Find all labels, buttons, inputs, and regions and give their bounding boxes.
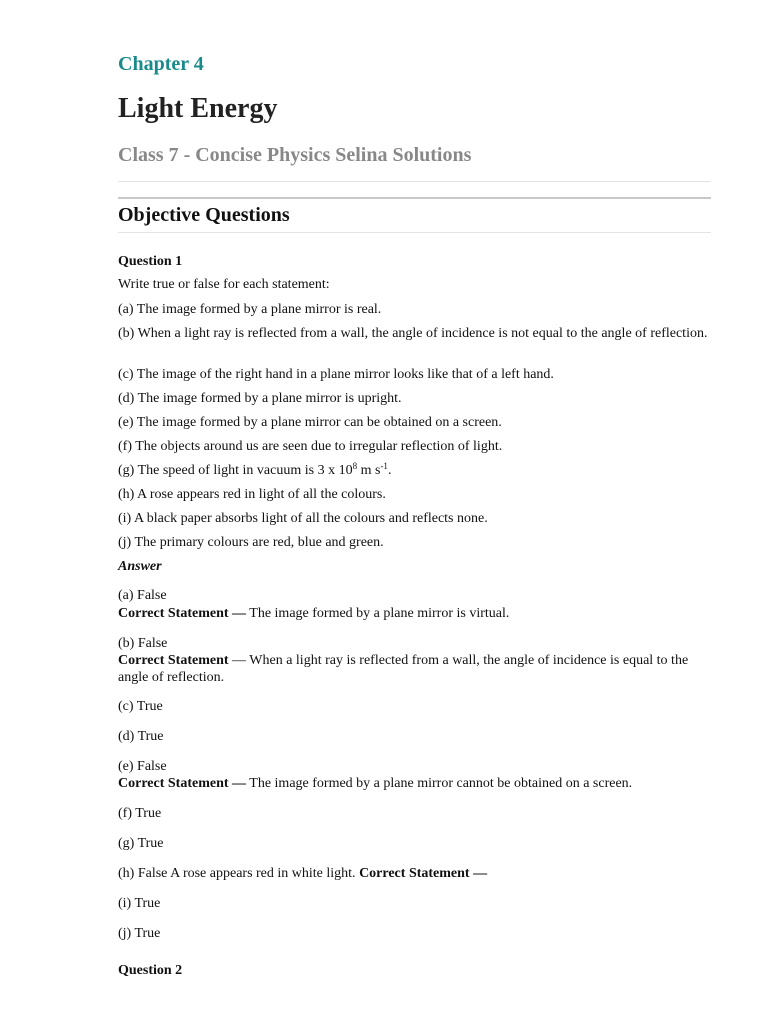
question-item: (a) The image formed by a plane mirror is real. [118, 302, 382, 317]
superscript: 8 [352, 461, 358, 471]
question-item: (c) The image of the right hand in a plane mirror looks like that of a left hand. [118, 367, 554, 382]
answer-item: (b) False [118, 636, 168, 651]
correct-statement-text: The image formed by a plane mirror cannot be obtained on a screen. [246, 776, 633, 791]
question-item: (f) The objects around us are seen due to irregular reflection of light. [118, 439, 503, 454]
section-title: Objective Questions [118, 204, 290, 226]
question-item: (i) A black paper absorbs light of all the colours and reflects none. [118, 511, 488, 526]
page-subtitle: Class 7 - Concise Physics Selina Solutions [118, 144, 472, 166]
answer-item: (j) True [118, 926, 161, 941]
question-item: (j) The primary colours are red, blue and green. [118, 535, 384, 550]
answer-item [118, 865, 711, 882]
answer-item: (c) True [118, 699, 163, 714]
correct-statement-label: Correct Statement [118, 653, 229, 668]
answer-item: (g) True [118, 836, 164, 851]
answer-item: (a) False [118, 588, 167, 603]
chapter-label: Chapter 4 [118, 53, 204, 75]
question-item [118, 462, 711, 479]
question-item: (h) A rose appears red in light of all the colours. [118, 487, 386, 502]
page-title: Light Energy [118, 93, 278, 124]
correct-statement [118, 652, 711, 686]
divider [118, 181, 711, 182]
question-item: (b) When a light ray is reflected from a wall, the angle of incidence is not equal to the angle of reflection. [118, 326, 708, 341]
question-item: (d) The image formed by a plane mirror is upright. [118, 391, 402, 406]
superscript: -1 [380, 461, 388, 471]
question-heading: Question 1 [118, 254, 183, 269]
answer-item: (d) True [118, 729, 164, 744]
question-item: (e) The image formed by a plane mirror can be obtained on a screen. [118, 415, 502, 430]
item-text: (g) The speed of light in vacuum is 3 x 10 [118, 463, 353, 478]
item-text: m s [357, 463, 381, 478]
answer-text: (h) False A rose appears red in white light. [118, 866, 360, 881]
correct-statement-label: Correct Statement — [118, 606, 247, 621]
correct-statement [118, 605, 711, 622]
answer-item: (f) True [118, 806, 162, 821]
divider [118, 232, 711, 233]
correct-statement-label: Correct Statement — [359, 866, 488, 881]
correct-statement-label: Correct Statement — [118, 776, 247, 791]
correct-statement-text: The image formed by a plane mirror is virtual. [246, 606, 510, 621]
correct-statement [118, 775, 711, 792]
section-divider [118, 197, 711, 199]
question-prompt: Write true or false for each statement: [118, 277, 330, 292]
item-text: . [387, 463, 392, 478]
question-heading: Question 2 [118, 963, 183, 978]
answer-label: Answer [118, 559, 162, 574]
correct-statement-text: — When a light ray is reflected from a wall, the angle of incidence is equal to the angle of reflection. [118, 653, 689, 685]
answer-item: (i) True [118, 896, 161, 911]
answer-item: (e) False [118, 759, 167, 774]
